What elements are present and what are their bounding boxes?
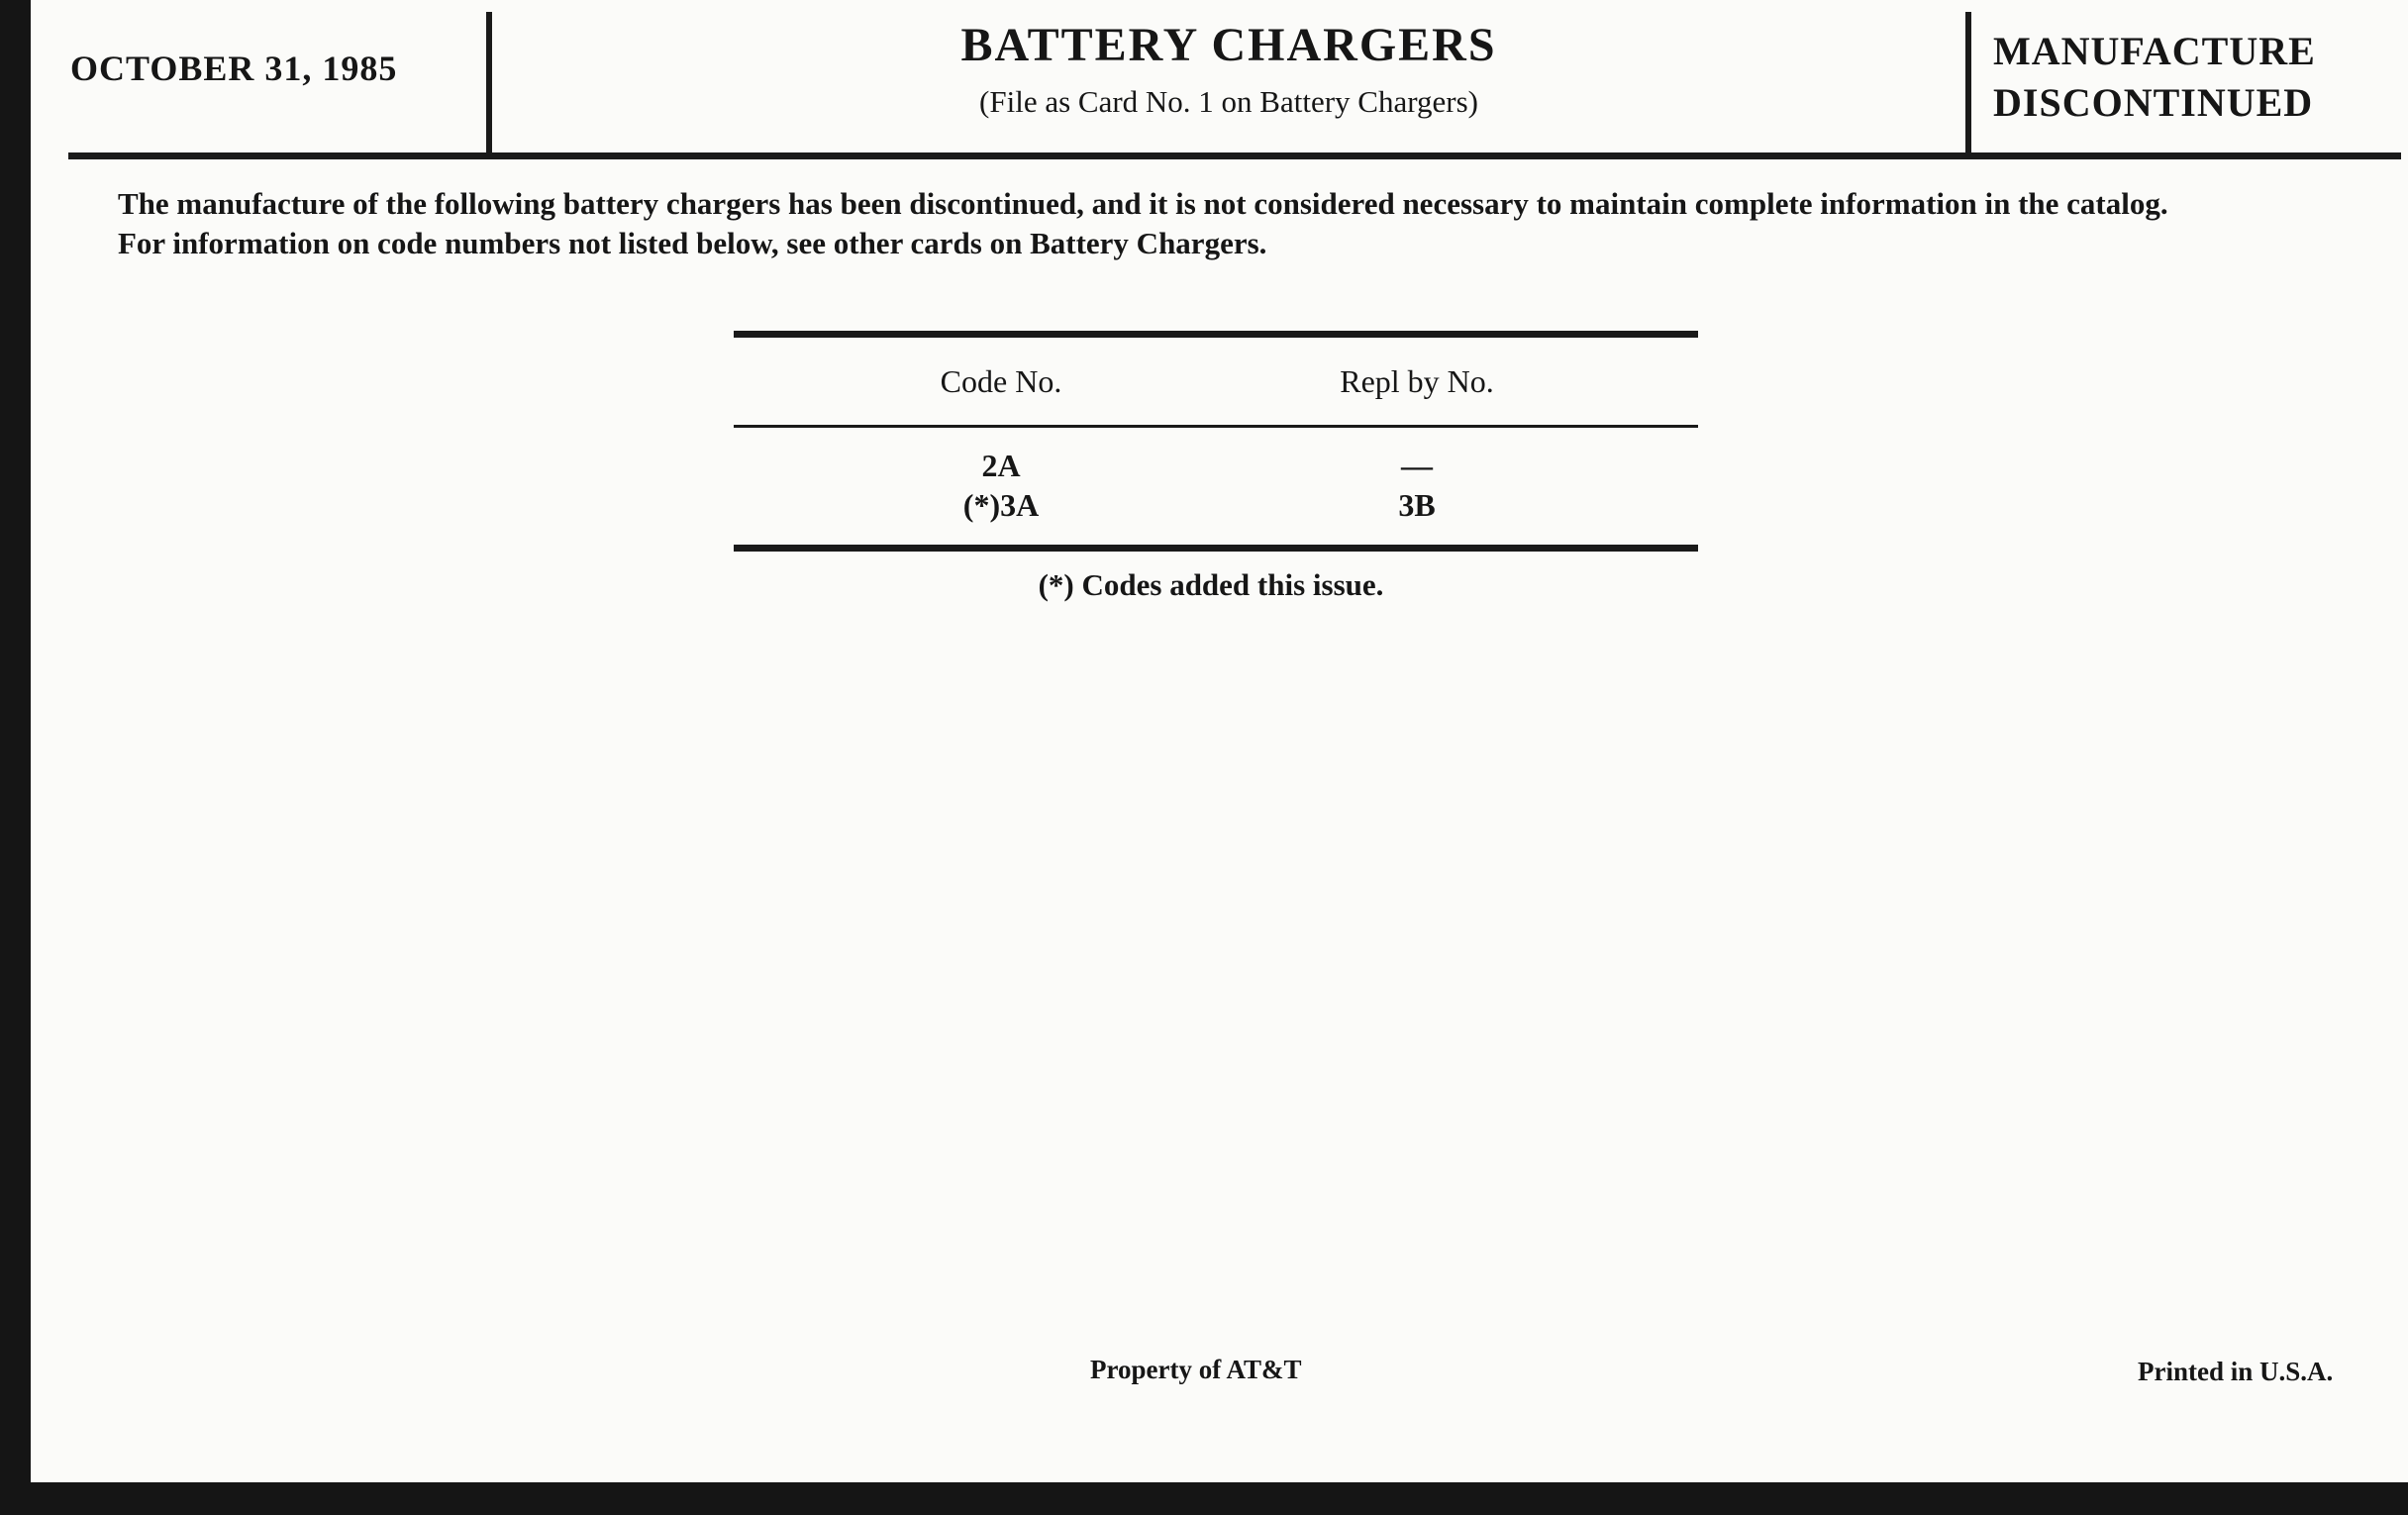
header-divider-right xyxy=(1965,12,1971,155)
issue-date: OCTOBER 31, 1985 xyxy=(70,49,398,88)
status-line-1: MANUFACTURE xyxy=(1993,29,2316,73)
table-row xyxy=(734,446,1698,485)
table-body xyxy=(734,428,1698,545)
code-cell: 2A xyxy=(981,447,1021,483)
table-bottom-rule xyxy=(734,545,1698,552)
status-line-2: DISCONTINUED xyxy=(1993,80,2314,125)
table-header-row xyxy=(734,338,1698,425)
table-top-rule xyxy=(734,331,1698,338)
column-header-replacement: Repl by No. xyxy=(1340,362,1494,399)
catalog-card xyxy=(31,0,2408,1482)
header-center xyxy=(492,18,1965,123)
replacement-cell: 3B xyxy=(1398,486,1436,523)
replacement-cell: — xyxy=(1401,447,1433,483)
code-cell: (*)3A xyxy=(962,486,1040,523)
intro-paragraph-1: The manufacture of the following battery chargers has been discontinued, and it is not considered necessary to maintain complete information in the catalog. xyxy=(118,186,2168,221)
table-row xyxy=(734,485,1698,525)
intro-paragraph-2: For information on code numbers not listed below, see other cards on Battery Chargers. xyxy=(118,226,1267,260)
intro-text xyxy=(118,184,2375,263)
page-title: BATTERY CHARGERS xyxy=(960,19,1497,71)
print-notice: Printed in U.S.A. xyxy=(2138,1357,2334,1386)
column-header-code: Code No. xyxy=(940,362,1062,399)
code-table xyxy=(734,331,1698,603)
status-label xyxy=(1993,26,2316,129)
header-rule xyxy=(68,152,2401,159)
filing-instruction: (File as Card No. 1 on Battery Chargers) xyxy=(979,84,1478,119)
property-notice: Property of AT&T xyxy=(1090,1355,1302,1384)
table-footnote: (*) Codes added this issue. xyxy=(1038,567,1384,602)
